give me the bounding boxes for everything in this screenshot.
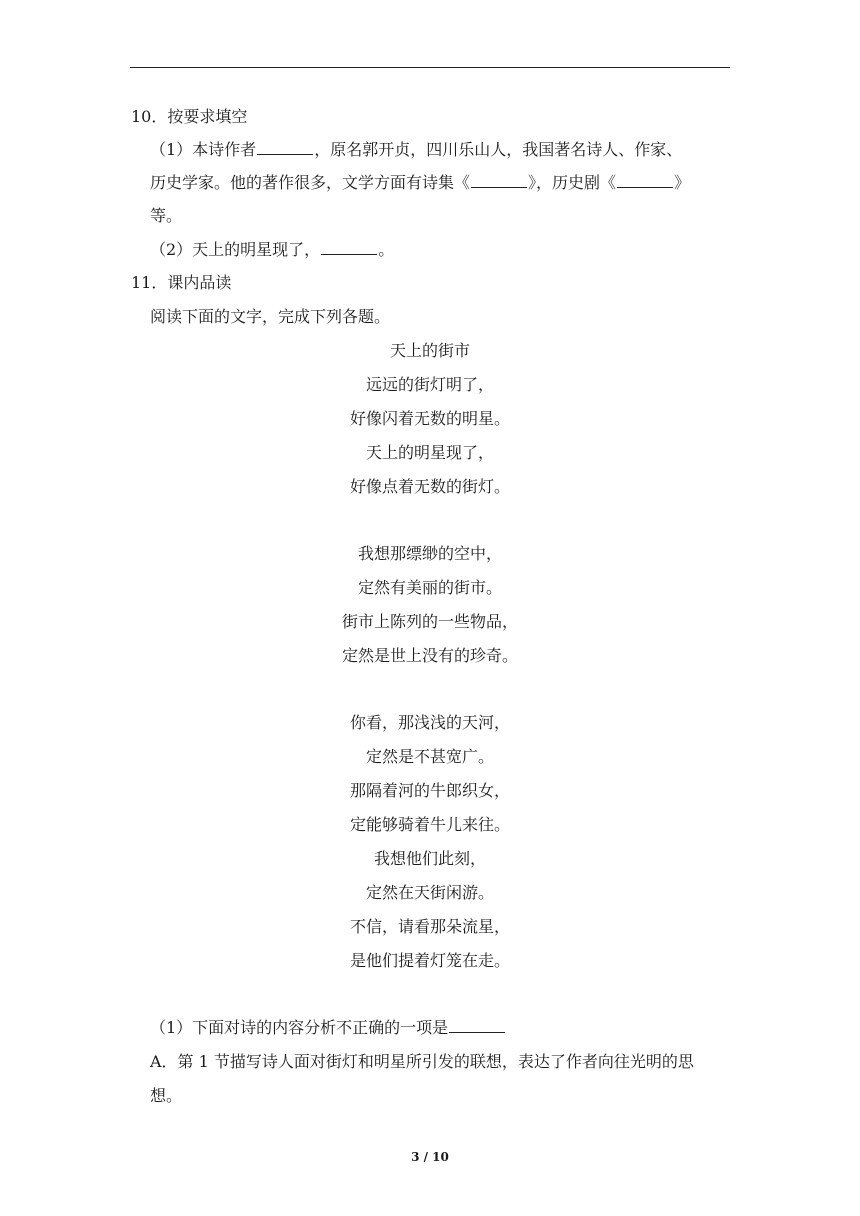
q10-text: 》，历史剧《 <box>528 173 617 192</box>
poem-line: 天上的明星现了， <box>365 443 494 462</box>
q10-text: 》 <box>674 173 691 192</box>
poem-line: 街市上陈列的一些物品， <box>341 612 518 631</box>
option-a-line-1: A．第 1 节描写诗人面对街灯和明星所引发的联想，表达了作者向往光明的思 <box>150 1052 694 1071</box>
poem-line: 我想他们此刻， <box>373 849 486 868</box>
question-11-title: 11．课内品读 <box>131 273 232 292</box>
answer-blank-poem-line[interactable] <box>321 240 377 255</box>
poem-line: 好像闪着无数的明星。 <box>349 409 510 428</box>
poem-line: 定然是世上没有的珍奇。 <box>341 646 518 665</box>
answer-blank-poetry-collection[interactable] <box>471 173 527 188</box>
q10-text: （1）本诗作者 <box>150 140 257 159</box>
option-a-line-2: 想。 <box>150 1086 183 1105</box>
q10-text: （2）天上的明星现了， <box>150 240 321 259</box>
poem-line: 好像点着无数的街灯。 <box>349 477 510 496</box>
poem-line: 那隔着河的牛郎织女， <box>349 781 510 800</box>
poem-line: 我想那缥缈的空中， <box>357 544 502 563</box>
page-number: 3 / 10 <box>411 1150 449 1164</box>
question-11-instruction: 阅读下面的文字，完成下列各题。 <box>150 307 391 326</box>
q11-text: （1）下面对诗的内容分析不正确的一项是 <box>150 1018 449 1037</box>
question-10-title: 10．按要求填空 <box>131 107 248 126</box>
answer-blank-choice[interactable] <box>449 1018 505 1033</box>
poem-line: 是他们提着灯笼在走。 <box>349 951 510 970</box>
q10-text: 。 <box>378 240 395 259</box>
poem-line: 不信，请看那朵流星， <box>349 917 510 936</box>
poem-line: 你看，那浅浅的天河， <box>349 713 510 732</box>
poem-line: 定能够骑着牛儿来往。 <box>349 815 510 834</box>
question-10-part-1-line-3: 等。 <box>150 206 183 225</box>
poem-line: 定然有美丽的街市。 <box>357 578 502 597</box>
poem-line: 定然是不甚宽广。 <box>365 747 494 766</box>
q10-text: 历史学家。他的著作很多，文学方面有诗集《 <box>150 173 471 192</box>
question-11-sub-1 <box>150 1018 506 1038</box>
question-10-part-1-line-1 <box>150 140 682 160</box>
header-rule <box>130 67 730 68</box>
poem-title: 天上的街市 <box>389 341 470 360</box>
poem-line: 远远的街灯明了， <box>365 375 494 394</box>
q10-text: ，原名郭开贞，四川乐山人，我国著名诗人、作家、 <box>314 140 683 159</box>
question-10-part-1-line-2 <box>150 173 690 193</box>
poem-line: 定然在天街闲游。 <box>365 883 494 902</box>
question-10-part-2 <box>150 240 394 260</box>
answer-blank-play[interactable] <box>617 173 673 188</box>
answer-blank-author[interactable] <box>257 140 313 155</box>
